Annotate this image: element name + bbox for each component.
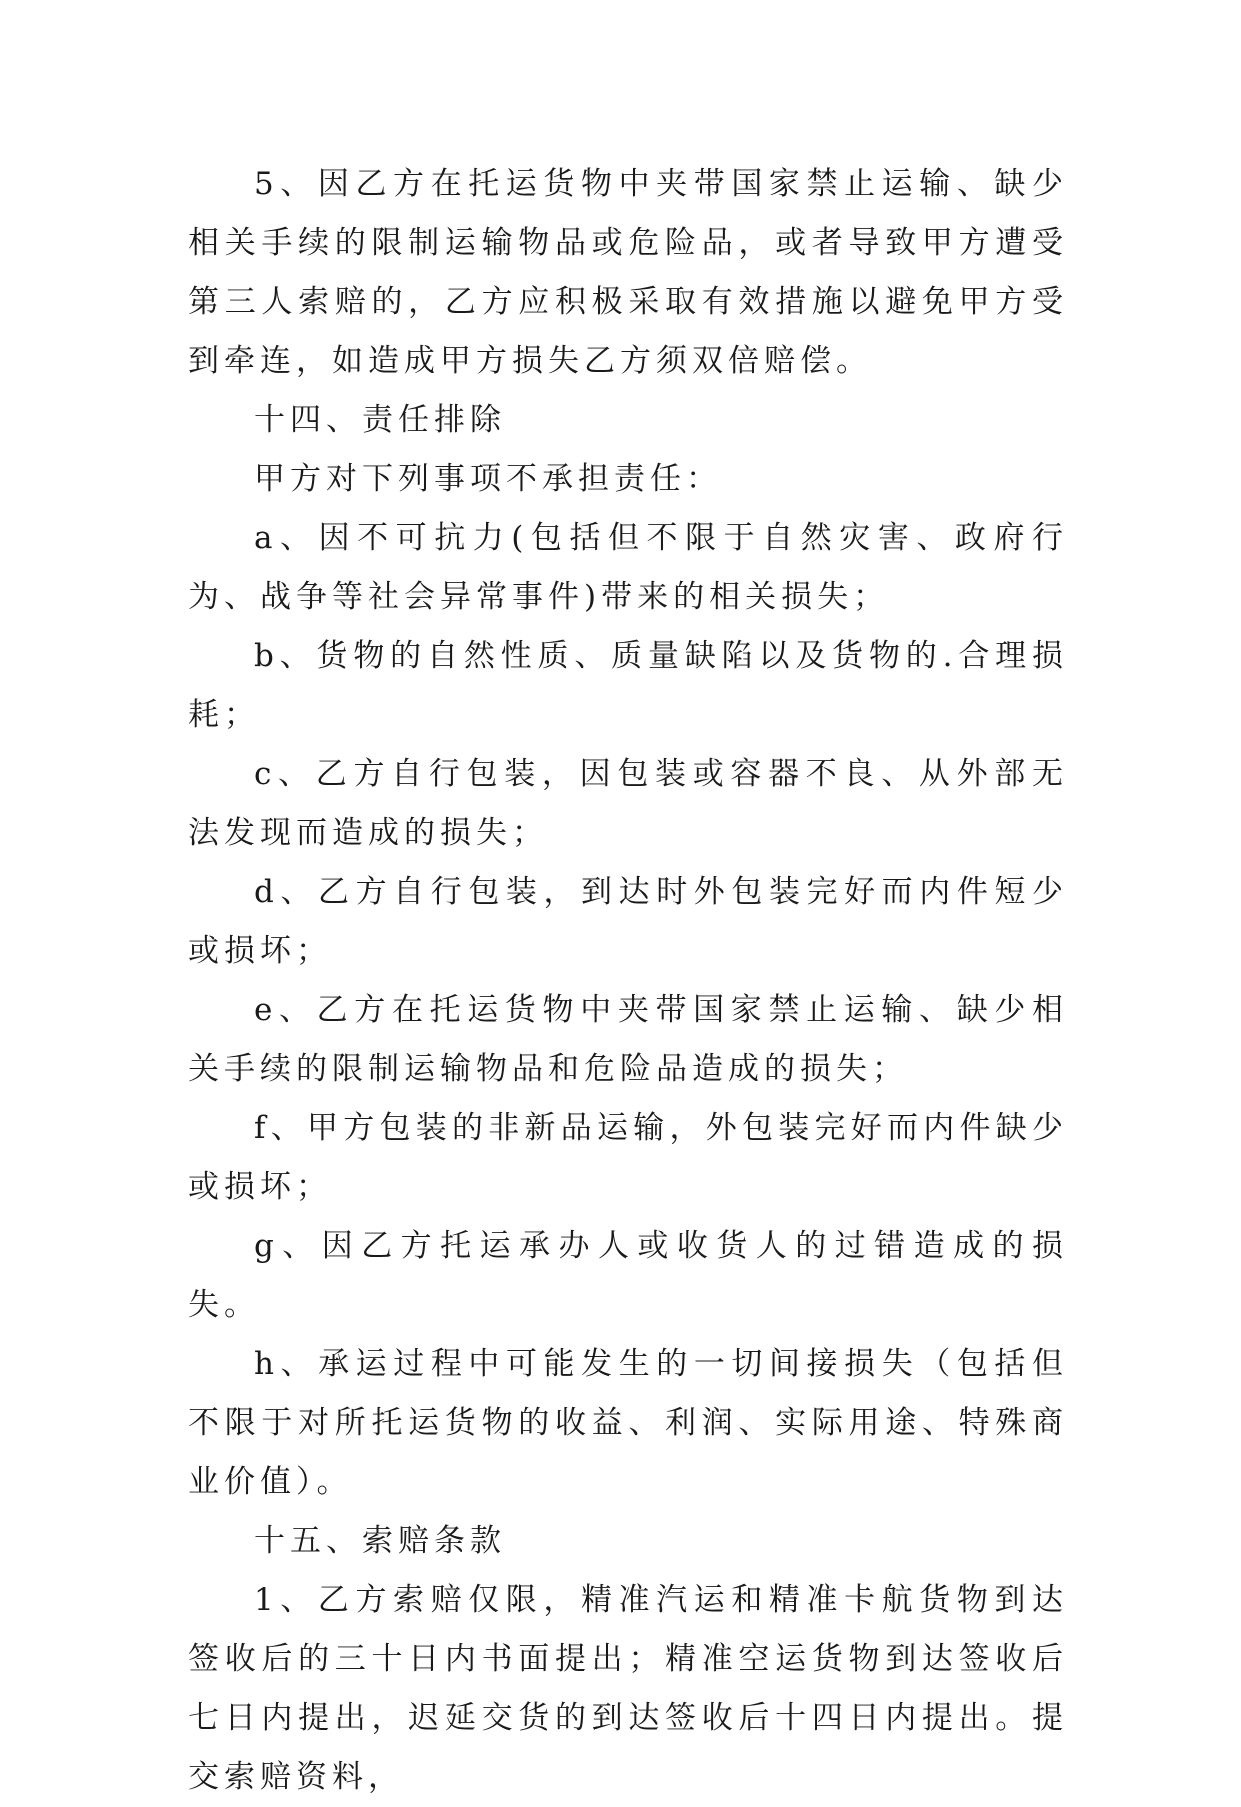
section-15-heading: 十五、索赔条款	[254, 1523, 506, 1559]
section-14-intro: 甲方对下列事项不承担责任：	[254, 461, 722, 497]
claim-clause-1: 1、乙方索赔仅限，精准汽运和精准卡航货物到达签收后的三十日内书面提出；精准空运货物到达签收后七日内提出，迟延交货的到达签收后十四日内提出。提交索赔资料，	[188, 1582, 1068, 1795]
exemption-item-h: h、承运过程中可能发生的一切间接损失（包括但不限于对所托运货物的收益、利润、实际用途、特殊商业价值）。	[188, 1346, 1068, 1500]
exemption-item-g: g、因乙方托运承办人或收货人的过错造成的损失。	[188, 1228, 1068, 1323]
exemption-item-d: d、乙方自行包装，到达时外包装完好而内件短少或损坏；	[188, 874, 1068, 969]
document-body	[188, 155, 1068, 1807]
exemption-item-a: a、因不可抗力(包括但不限于自然灾害、政府行为、战争等社会异常事件)带来的相关损失；	[188, 520, 1068, 615]
exemption-item-c: c、乙方自行包装，因包装或容器不良、从外部无法发现而造成的损失；	[188, 756, 1068, 851]
exemption-item-e: e、乙方在托运货物中夹带国家禁止运输、缺少相关手续的限制运输物品和危险品造成的损失；	[188, 992, 1068, 1087]
clause-5-dangerous-goods: 5、因乙方在托运货物中夹带国家禁止运输、缺少相关手续的限制运输物品或危险品，或者导致甲方遭受第三人索赔的，乙方应积极采取有效措施以避免甲方受到牵连，如造成甲方损失乙方须双倍赔偿。	[188, 166, 1068, 379]
exemption-item-b: b、货物的自然性质、质量缺陷以及货物的.合理损耗；	[188, 638, 1068, 733]
exemption-item-f: f、甲方包装的非新品运输，外包装完好而内件缺少或损坏；	[188, 1110, 1068, 1205]
section-14-heading: 十四、责任排除	[254, 402, 506, 438]
